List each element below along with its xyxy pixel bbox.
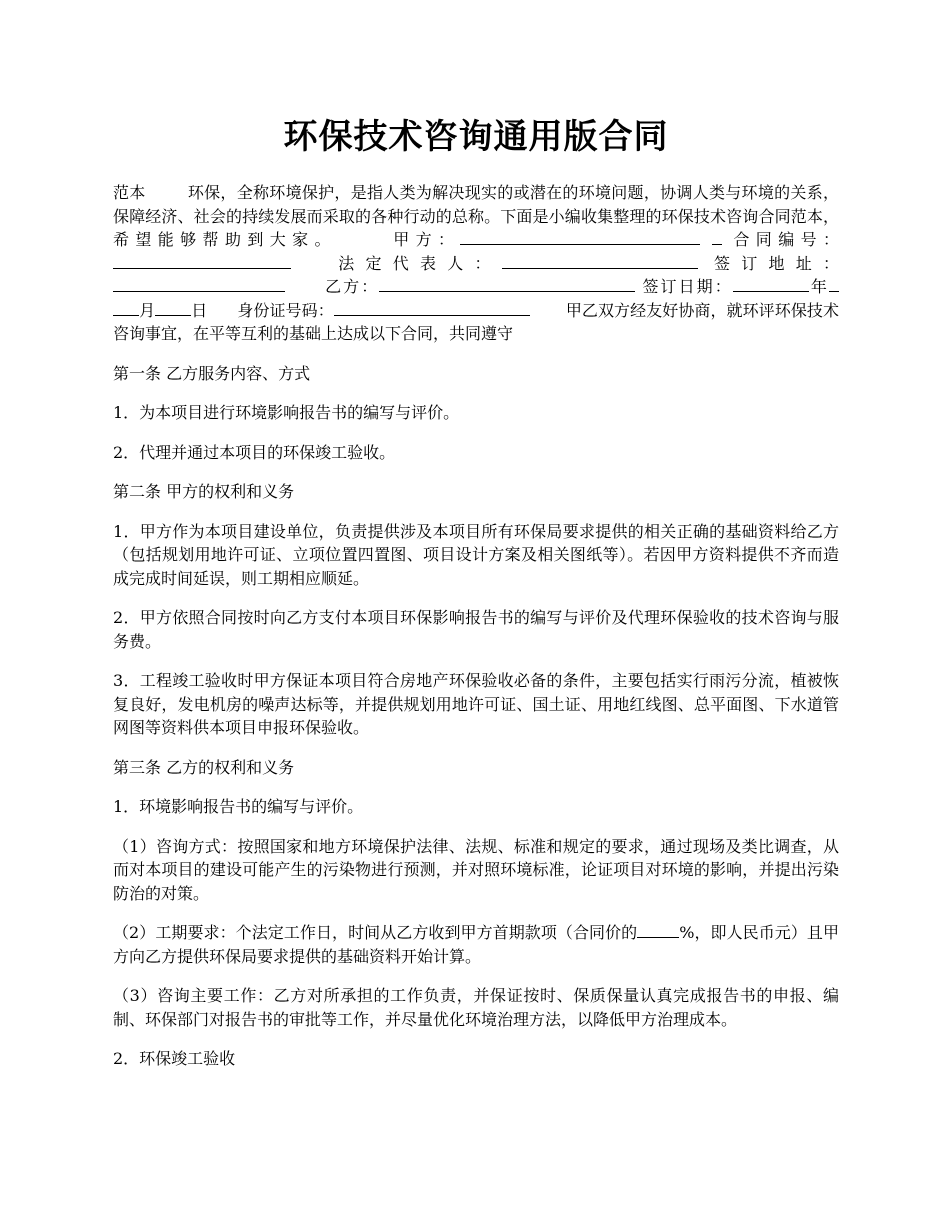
article-3-item-2: 2．环保竣工验收 [113, 1049, 236, 1068]
sign-date-month-blank[interactable] [113, 299, 139, 316]
legal-rep-blank[interactable] [502, 252, 698, 269]
intro-lead: 范本 [113, 183, 146, 202]
id-number-blank[interactable] [334, 299, 530, 316]
sign-place-blank[interactable] [113, 275, 285, 292]
party-a-blank[interactable] [460, 228, 700, 245]
article-3-item-1-2 [113, 921, 839, 968]
sign-place-label: 签订地址： [714, 253, 839, 273]
intro-paragraph [113, 181, 839, 346]
percent-blank[interactable] [637, 921, 679, 938]
sign-date-label: 签订日期： [642, 277, 733, 296]
schedule-text-before: （2）工期要求：个法定工作日，时间从乙方收到甲方首期款项（合同价的 [113, 923, 638, 942]
contract-page [113, 0, 839, 1071]
month-label: 月 [139, 300, 156, 320]
contract-no-label: 合同编号： [733, 230, 839, 249]
party-b-blank[interactable] [379, 275, 635, 292]
day-label: 日 [191, 300, 208, 320]
party-b-label: 乙方： [323, 277, 380, 296]
intro-text: 环保，全称环境保护，是指人类为解决现实的或潜在的环境问题，协调人类与环境的关系，保障经济、社会的持续发展而采取的各种行动的总称。下面是小编收集整理的环保技术咨询合同范本，希望能够帮助到大家。 [113, 183, 839, 249]
article-3-heading: 第三条 乙方的权利和义务 [113, 757, 295, 777]
year-label: 年 [808, 277, 829, 296]
schedule-text-after: %，即人民币元）且甲方向乙方提供环保局要求提供的基础资料开始计算。 [113, 923, 839, 966]
contract-no-blank[interactable] [113, 252, 291, 269]
article-2-heading: 第二条 甲方的权利和义务 [113, 482, 295, 501]
article-1-heading: 第一条 乙方服务内容、方式 [113, 363, 311, 383]
sign-date-year-blank[interactable] [733, 275, 809, 292]
article-2-item-2: 2．甲方依照合同按时向乙方支付本项目环保影响报告书的编写与评价及代理环保验收的技术咨询与服务费。 [113, 608, 839, 651]
party-a-label: 甲方： [386, 230, 461, 249]
intro-closing: 甲乙双方经友好协商，就环评环保技术咨询事宜，在平等互利的基础上达成以下合同，共同遵守 [113, 300, 839, 343]
party-a-blank-cont[interactable] [712, 228, 722, 245]
article-3-item-1: 1．环境影响报告书的编写与评价。 [113, 797, 364, 816]
year-blank-tail[interactable] [829, 275, 839, 292]
legal-rep-label: 法定代表人： [327, 253, 502, 273]
article-1-item-2: 2．代理并通过本项目的环保竣工验收。 [113, 442, 396, 462]
id-label: 身份证号码： [237, 300, 334, 320]
document-title: 环保技术咨询通用版合同 [283, 117, 669, 157]
article-3-item-1-1: （1）咨询方式：按照国家和地方环境保护法律、法规、标准和规定的要求，通过现场及类比调查，从而对本项目的建设可能产生的污染物进行预测，并对照环境标准，论证项目对环境的影响，并提出污染防治的对策。 [113, 836, 839, 903]
sign-date-day-blank[interactable] [155, 299, 191, 316]
article-3-item-1-3: （3）咨询主要工作：乙方对所承担的工作负责，并保证按时、保质保量认真完成报告书的申报、编制、环保部门对报告书的审批等工作，并尽量优化环境治理方法，以降低甲方治理成本。 [113, 986, 839, 1029]
article-1-item-1: 1．为本项目进行环境影响报告书的编写与评价。 [113, 403, 460, 422]
article-2-item-3: 3．工程竣工验收时甲方保证本项目符合房地产环保验收必备的条件，主要包括实行雨污分流，植被恢复良好，发电机房的噪声达标等，并提供规划用地许可证、国土证、用地红线图、总平面图、下水道管网图等资料供本项目申报环保验收。 [113, 671, 839, 737]
article-2-item-1: 1．甲方作为本项目建设单位，负责提供涉及本项目所有环保局要求提供的相关正确的基础资料给乙方（包括规划用地许可证、立项位置四置图、项目设计方案及相关图纸等）。若因甲方资料提供不齐而造成完成时间延误，则工期相应顺延。 [113, 521, 839, 588]
